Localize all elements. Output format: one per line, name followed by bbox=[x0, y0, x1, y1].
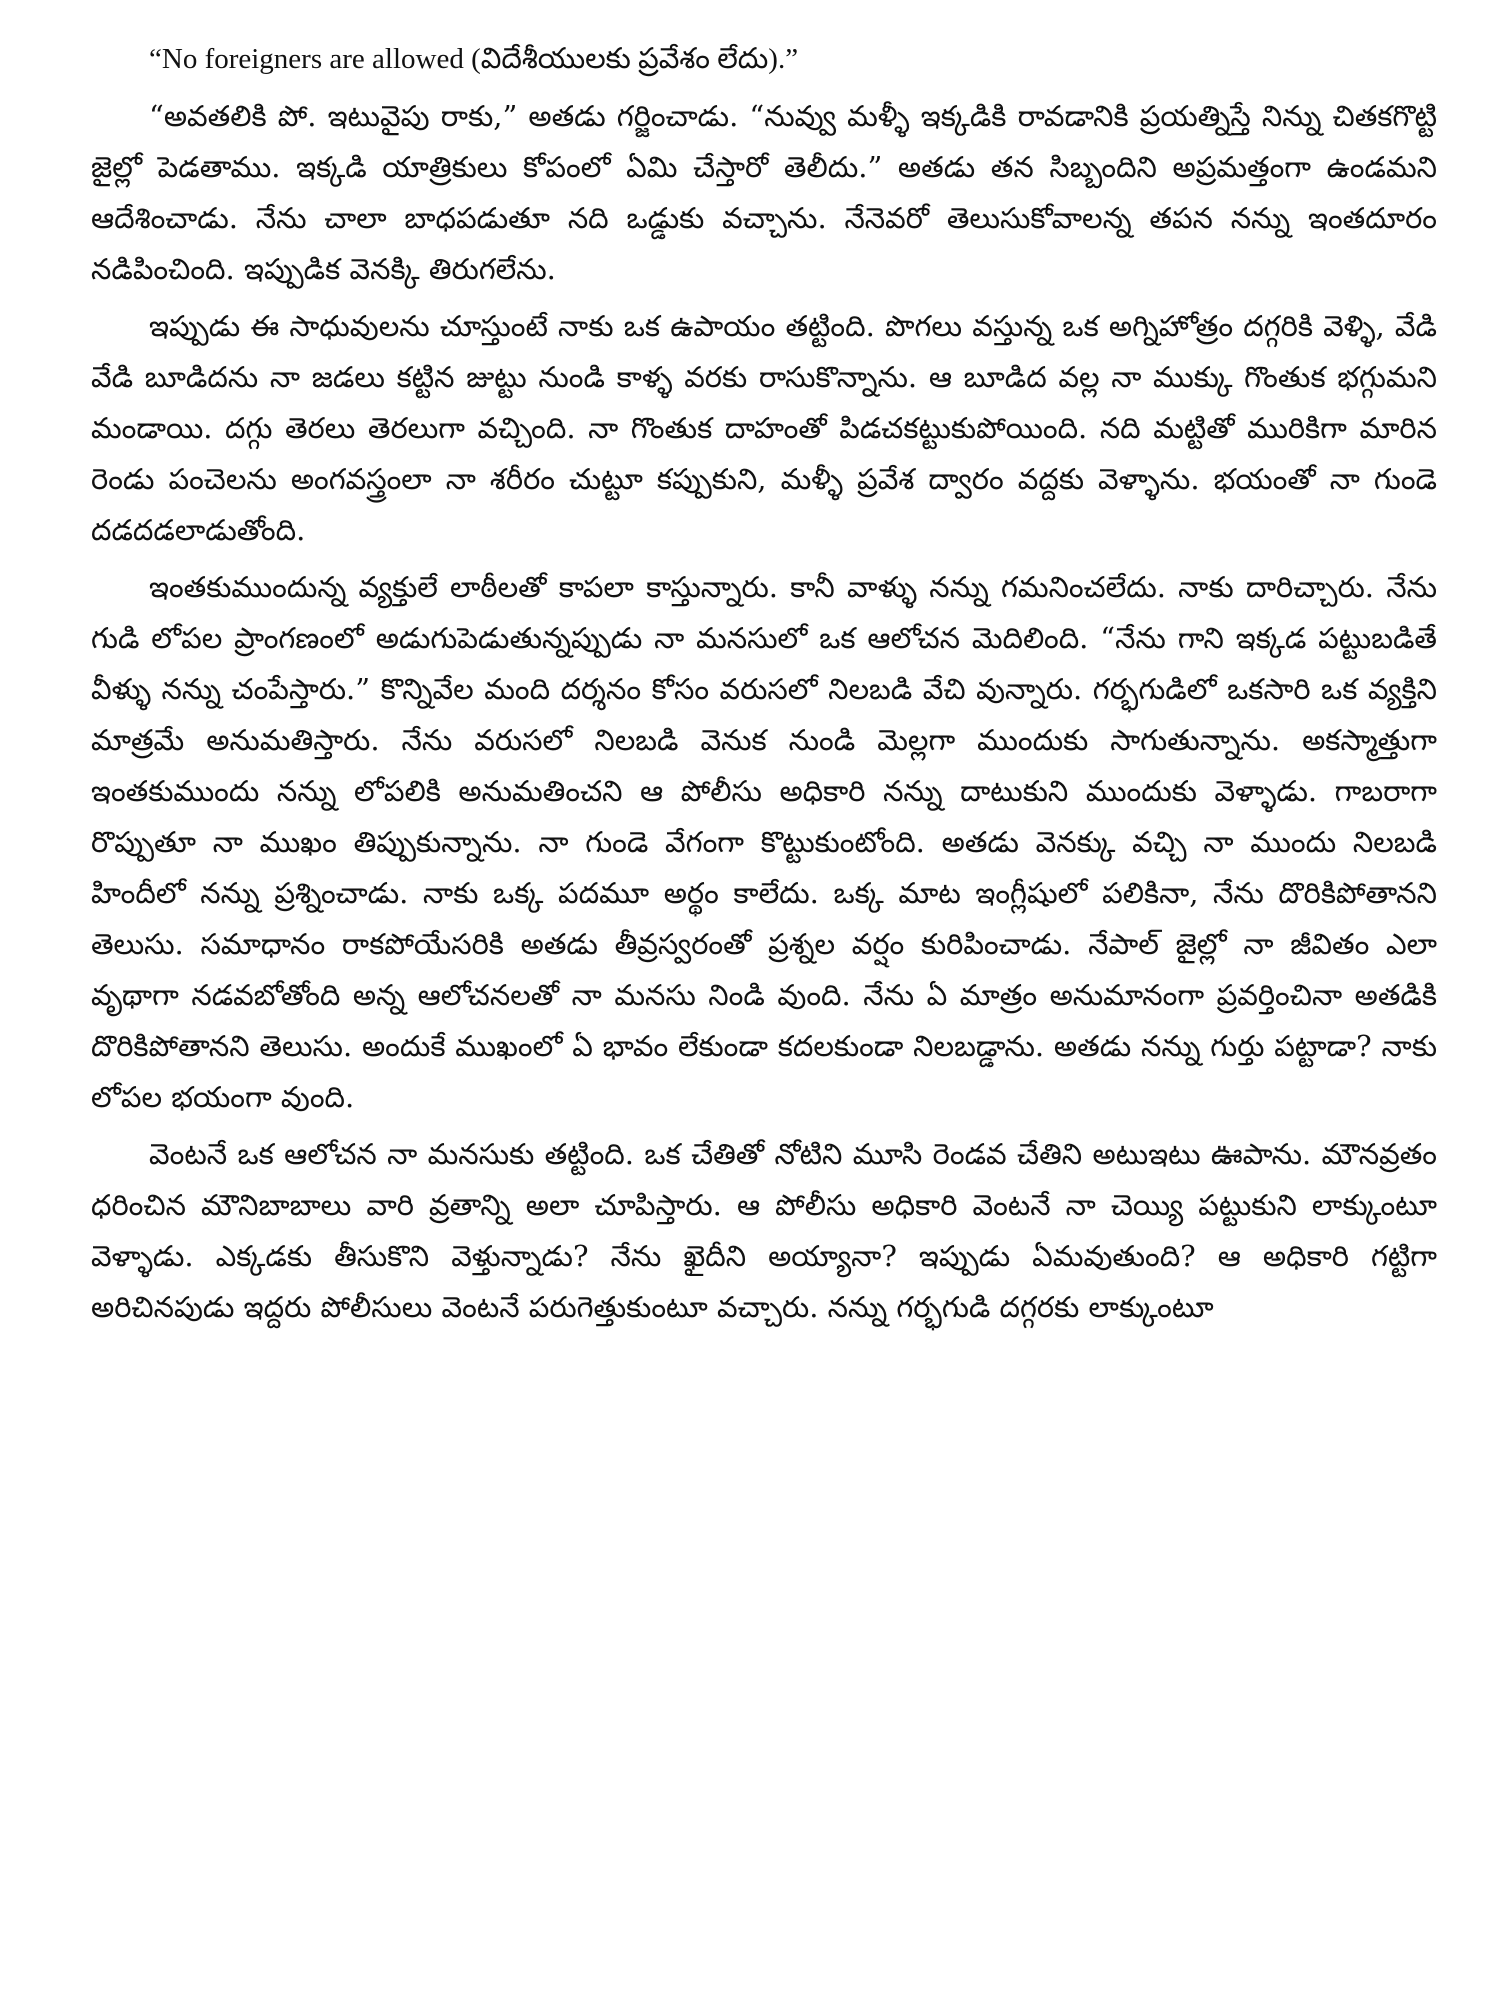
paragraph-2: “అవతలికి పో. ఇటువైపు రాకు,” అతడు గర్జించాడు. “నువ్వు మళ్ళీ ఇక్కడికి రావడానికి ప్రయత్నిస్తే నిన్ను చితకగొట్టి జైల్లో పెడతాము. ఇక్కడి యాత్రికులు కోపంలో ఏమి చేస్తారో తెలీదు.” అతడు తన సిబ్బందిని అప్రమత్తంగా ఉండమని ఆదేశించాడు. నేను చాలా బాధపడుతూ నది ఒడ్డుకు వచ్చాను. నేనెవరో తెలుసుకోవాలన్న తపన నన్ను ఇంతదూరం నడిపించింది. ఇప్పుడిక వెనక్కి తిరుగలేను. bbox=[91, 99, 1437, 286]
document-page bbox=[91, 34, 1437, 1984]
paragraph-1: “No foreigners are allowed (విదేశీయులకు ప్రవేశం లేదు).” bbox=[149, 43, 799, 75]
paragraph-4: ఇంతకుముందున్న వ్యక్తులే లాఠీలతో కాపలా కాస్తున్నారు. కానీ వాళ్ళు నన్ను గమనించలేదు. నాకు దారిచ్చారు. నేను గుడి లోపల ప్రాంగణంలో అడుగుపెడుతున్నప్పుడు నా మనసులో ఒక ఆలోచన మెదిలింది. “నేను గాని ఇక్కడ పట్టుబడితే వీళ్ళు నన్ను చంపేస్తారు.” కొన్నివేల మంది దర్శనం కోసం వరుసలో నిలబడి వేచి వున్నారు. గర్భగుడిలో ఒకసారి ఒక వ్యక్తిని మాత్రమే అనుమతిస్తారు. నేను వరుసలో నిలబడి వెనుక నుండి మెల్లగా ముందుకు సాగుతున్నాను. అకస్మాత్తుగా ఇంతకుముందు నన్ను లోపలికి అనుమతించని ఆ పోలీసు అధికారి నన్ను దాటుకుని ముందుకు వెళ్ళాడు. గాబరాగా రొప్పుతూ నా ముఖం తిప్పుకున్నాను. నా గుండె వేగంగా కొట్టుకుంటోంది. అతడు వెనక్కు వచ్చి నా ముందు నిలబడి హిందీలో నన్ను ప్రశ్నించాడు. నాకు ఒక్క పదమూ అర్థం కాలేదు. ఒక్క మాట ఇంగ్లీషులో పలికినా, నేను దొరికిపోతానని తెలుసు. సమాధానం రాకపోయేసరికి అతడు తీవ్రస్వరంతో ప్రశ్నల వర్షం కురిపించాడు. నేపాల్ జైల్లో నా జీవితం ఎలా వృథాగా నడవబోతోంది అన్న ఆలోచనలతో నా మనసు నిండి వుంది. నేను ఏ మాత్రం అనుమానంగా ప్రవర్తించినా అతడికి దొరికిపోతానని తెలుసు. అందుకే ముఖంలో ఏ భావం లేకుండా కదలకుండా నిలబడ్డాను. అతడు నన్ను గుర్తు పట్టాడా? నాకు లోపల భయంగా వుంది. bbox=[91, 570, 1437, 1114]
paragraph-3: ఇప్పుడు ఈ సాధువులను చూస్తుంటే నాకు ఒక ఉపాయం తట్టింది. పొగలు వస్తున్న ఒక అగ్నిహోత్రం దగ్గరికి వెళ్ళి, వేడి వేడి బూడిదను నా జడలు కట్టిన జుట్టు నుండి కాళ్ళ వరకు రాసుకొన్నాను. ఆ బూడిద వల్ల నా ముక్కు గొంతుక భగ్గుమని మండాయి. దగ్గు తెరలు తెరలుగా వచ్చింది. నా గొంతుక దాహంతో పిడచకట్టుకుపోయింది. నది మట్టితో మురికిగా మారిన రెండు పంచెలను అంగవస్త్రంలా నా శరీరం చుట్టూ కప్పుకుని, మళ్ళీ ప్రవేశ ద్వారం వద్దకు వెళ్ళాను. భయంతో నా గుండె దడదడలాడుతోంది. bbox=[91, 309, 1437, 547]
paragraph-5: వెంటనే ఒక ఆలోచన నా మనసుకు తట్టింది. ఒక చేతితో నోటిని మూసి రెండవ చేతిని అటుఇటు ఊపాను. మౌనవ్రతం ధరించిన మౌనిబాబాలు వారి వ్రతాన్ని అలా చూపిస్తారు. ఆ పోలీసు అధికారి వెంటనే నా చెయ్యి పట్టుకుని లాక్కుంటూ వెళ్ళాడు. ఎక్కడకు తీసుకొని వెళ్తున్నాడు? నేను ఖైదీని అయ్యానా? ఇప్పుడు ఏమవుతుంది? ఆ అధికారి గట్టిగా అరిచినపుడు ఇద్దరు పోలీసులు వెంటనే పరుగెత్తుకుంటూ వచ్చారు. నన్ను గర్భగుడి దగ్గరకు లాక్కుంటూ bbox=[91, 1137, 1437, 1324]
